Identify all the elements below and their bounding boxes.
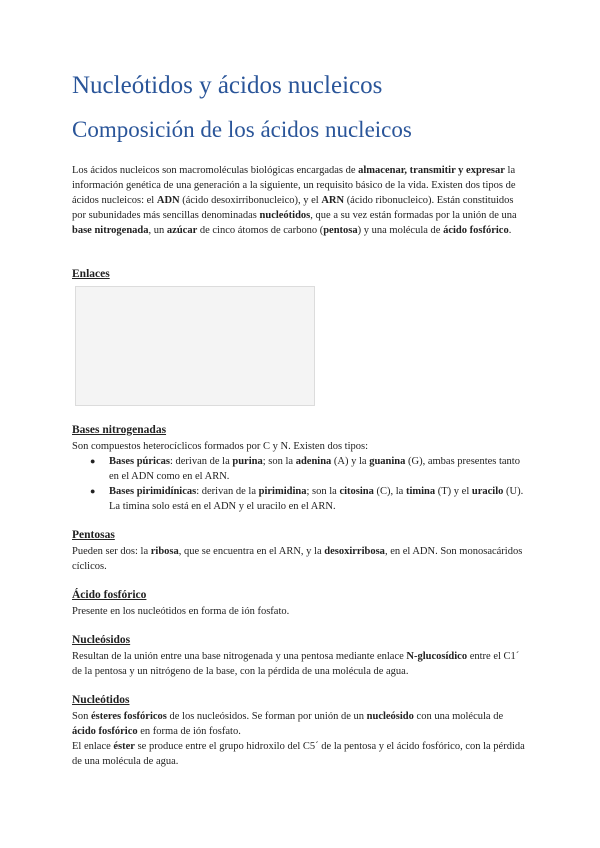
section-title: Composición de los ácidos nucleicos bbox=[72, 117, 412, 142]
acido-section bbox=[72, 588, 528, 619]
nucleosidos-heading: Nucleósidos bbox=[72, 634, 131, 646]
nucleotidos-section bbox=[72, 693, 528, 769]
bullet-icon: ● bbox=[90, 486, 96, 496]
bases-list bbox=[72, 454, 528, 514]
bases-text: Son compuestos heterocíclicos formados por C y N. Existen dos tipos: bbox=[72, 441, 369, 452]
nucleosidos-text: Resultan de la unión entre una base nitrogenada y una pentosa mediante enlace N-glucosídico entre el C1´ de la pentosa y un nitrógeno de la base, con la pérdida de una molécula de agua. bbox=[72, 651, 520, 677]
enlaces-section bbox=[72, 267, 528, 283]
pentosas-section bbox=[72, 528, 528, 574]
nucleotidos-heading: Nucleótidos bbox=[72, 694, 130, 706]
pentosas-text: Pueden ser dos: la ribosa, que se encuentra en el ARN, y la desoxirribosa, en el ADN. Son monosacáridos cíclicos. bbox=[72, 546, 523, 572]
bullet-icon: ● bbox=[90, 456, 96, 466]
enlaces-image-placeholder bbox=[75, 286, 315, 406]
intro-paragraph: Los ácidos nucleicos son macromoléculas biológicas encargadas de almacenar, transmitir y expresar la información genética de una generación a la siguiente, un requisito básico de la vida. Existen dos tipos de ácidos nucleicos: el ADN (ácido desoxirribonucleico), y el ARN (ácido ribonucleico). Están constituidos por subunidades más sencillas denominadas nucleótidos, que a su vez están formadas por la unión de una base nitrogenada, un azúcar de cinco átomos de carbono (pentosa) y una molécula de ácido fosfórico. bbox=[72, 165, 517, 236]
nucleotidos-text-1: Son ésteres fosfóricos de los nucleósidos. Se forman por unión de un nucleósido con una molécula de ácido fosfórico en forma de ión fosfato. bbox=[72, 711, 504, 737]
list-item: ● Bases púricas: derivan de la purina; son la adenina (A) y la guanina (G), ambas presentes tanto en el ADN como en el ARN. bbox=[90, 456, 520, 482]
enlaces-heading: Enlaces bbox=[72, 268, 110, 280]
nucleosidos-section bbox=[72, 633, 528, 679]
bases-heading: Bases nitrogenadas bbox=[72, 424, 167, 436]
acido-text: Presente en los nucleótidos en forma de ión fosfato. bbox=[72, 606, 290, 617]
acido-heading: Ácido fosfórico bbox=[72, 589, 147, 601]
list-item: ● Bases pirimidínicas: derivan de la pirimidina; son la citosina (C), la timina (T) y el uracilo (U). La timina solo está en el ADN y el uracilo en el ARN. bbox=[90, 486, 524, 512]
nucleotidos-text-2: El enlace éster se produce entre el grupo hidroxilo del C5´ de la pentosa y el ácido fosfórico, con la pérdida de una molécula de agua. bbox=[72, 741, 525, 767]
page-title: Nucleótidos y ácidos nucleicos bbox=[72, 72, 383, 99]
bases-section bbox=[72, 423, 528, 514]
pentosas-heading: Pentosas bbox=[72, 529, 115, 541]
